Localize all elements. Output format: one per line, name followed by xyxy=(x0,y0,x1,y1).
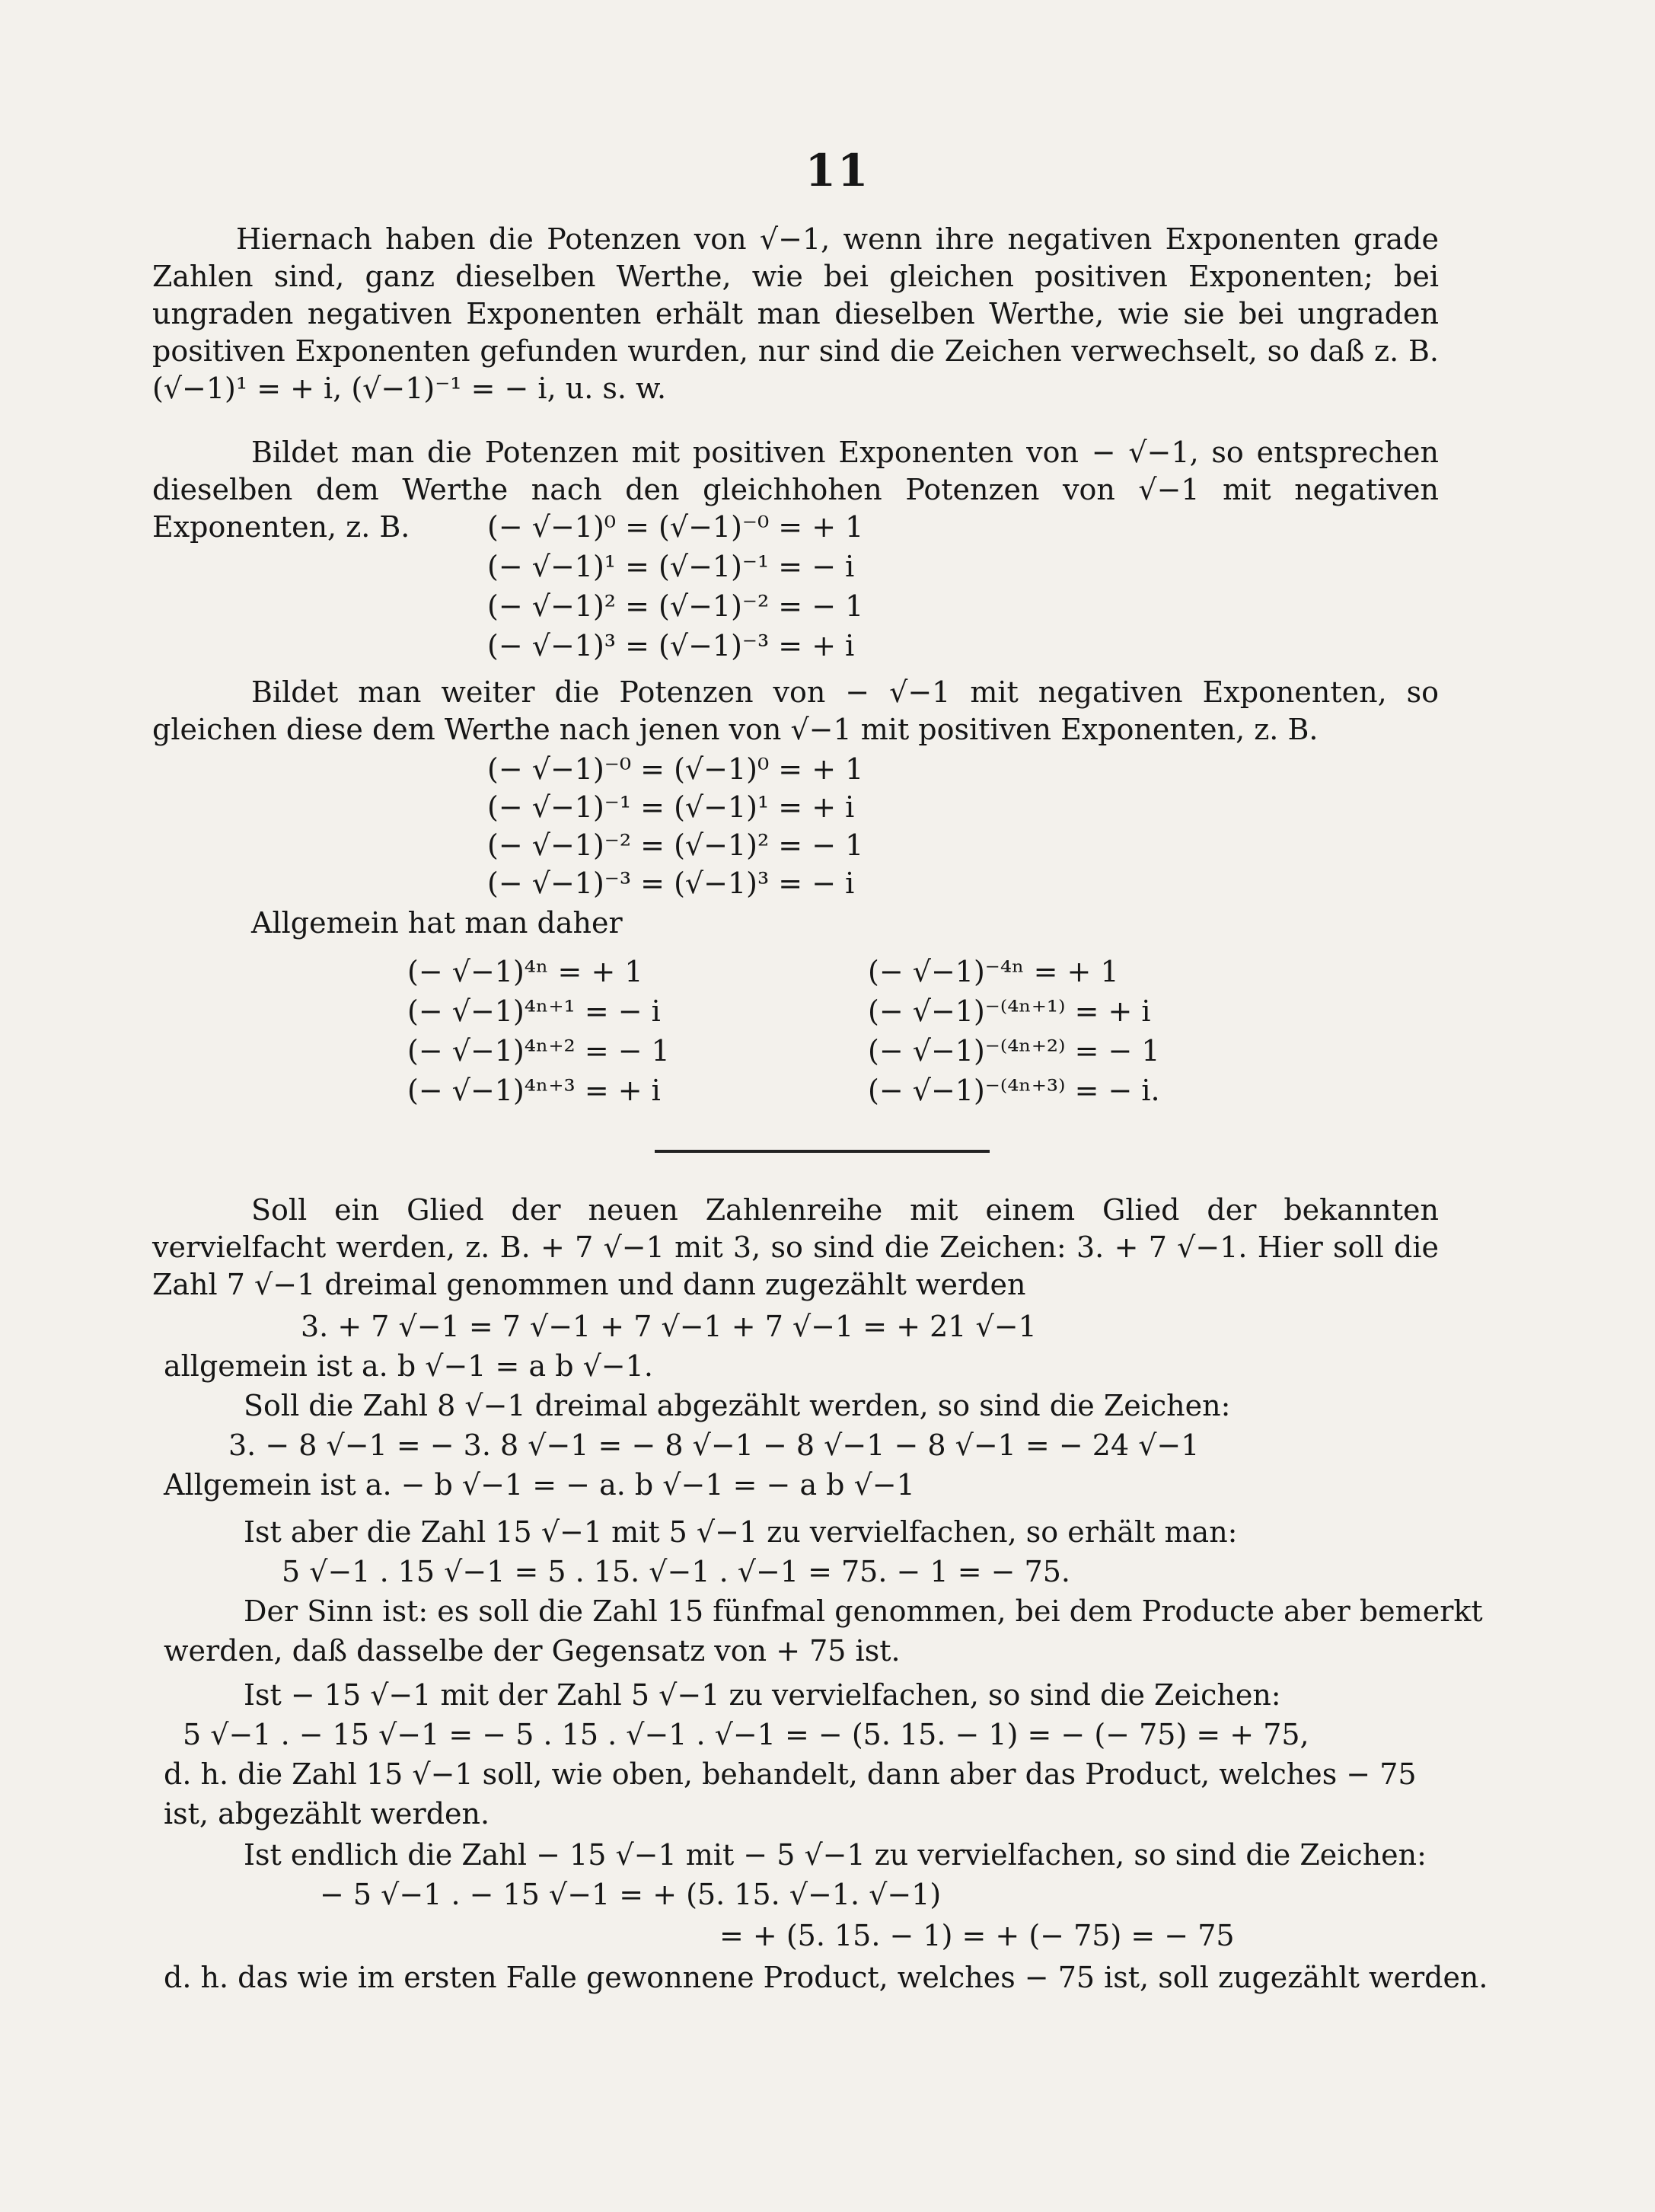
equation: (− √−1)⁴ⁿ⁺¹ = − i xyxy=(407,994,661,1028)
equation: (− √−1)⁻⁽⁴ⁿ⁺¹⁾ = + i xyxy=(868,994,1151,1028)
equation: = + (5. 15. − 1) = + (− 75) = − 75 xyxy=(719,1919,1235,1952)
equation: (− √−1)⁻³ = (√−1)³ = − i xyxy=(487,867,855,900)
general-formulas-right xyxy=(868,952,1160,1110)
section-divider xyxy=(655,1150,990,1153)
paragraph-negative-exponents: Hiernach haben die Potenzen von √−1, wenn ihre negativen Exponenten grade Zahlen sind, ganz dieselben Werthe, wie bei gleichen positiven Exponenten; bei ungraden negativen Exponenten erhält man dieselben Werthe, wie sie bei ungraden positiven Exponenten gefunden wurden, nur sind die Zeichen verwechselt, so daß z. B. (√−1)¹ = + i, (√−1)⁻¹ = − i, u. s. w. xyxy=(152,222,1439,405)
general-heading: Allgemein hat man daher xyxy=(251,906,623,940)
text-line: werden, daß dasselbe der Gegensatz von + 75 ist. xyxy=(164,1634,901,1668)
text-line: ist, abgezählt werden. xyxy=(164,1797,490,1831)
equation: (− √−1)⁰ = (√−1)⁻⁰ = + 1 xyxy=(487,510,864,544)
text-line: Allgemein ist a. − b √−1 = − a. b √−1 = − a b √−1 xyxy=(164,1468,915,1502)
paragraph-negative-of-negative: Bildet man weiter die Potenzen von − √−1 mit negativen Exponenten, so gleichen diese dem Werthe nach jenen von √−1 mit positiven Exponenten, z. B. xyxy=(152,675,1439,746)
text-line: d. h. das wie im ersten Falle gewonnene Product, welches − 75 ist, soll zugezählt werden. xyxy=(164,1961,1488,1994)
text-line: d. h. die Zahl 15 √−1 soll, wie oben, behandelt, dann aber das Product, welches − 75 xyxy=(164,1757,1417,1791)
text-line: Ist endlich die Zahl − 15 √−1 mit − 5 √−1 zu vervielfachen, so sind die Zeichen: xyxy=(244,1838,1427,1872)
paragraph-multiplication: Soll ein Glied der neuen Zahlenreihe mit einem Glied der bekannten vervielfacht werden, z. B. + 7 √−1 mit 3, so sind die Zeichen: 3. + 7 √−1. Hier soll die Zahl 7 √−1 dreimal genommen und dann zugezählt werden xyxy=(152,1193,1439,1301)
text-line: Ist aber die Zahl 15 √−1 mit 5 √−1 zu vervielfachen, so erhält man: xyxy=(244,1515,1238,1549)
equation: (− √−1)⁻² = (√−1)² = − 1 xyxy=(487,828,864,862)
paragraph-positive-exponents: Bildet man die Potenzen mit positiven Exponenten von − √−1, so entsprechen dieselben dem Werthe nach den gleichhohen Potenzen von √−1 mit negativen Exponenten, z. B. xyxy=(152,436,1439,544)
equation: (− √−1)³ = (√−1)⁻³ = + i xyxy=(487,629,855,662)
text-line: Soll die Zahl 8 √−1 dreimal abgezählt werden, so sind die Zeichen: xyxy=(244,1389,1231,1422)
equation: (− √−1)⁻⁰ = (√−1)⁰ = + 1 xyxy=(487,752,864,786)
equation: 3. − 8 √−1 = − 3. 8 √−1 = − 8 √−1 − 8 √−1 − 8 √−1 = − 24 √−1 xyxy=(228,1428,1200,1462)
equation: (− √−1)⁻⁽⁴ⁿ⁺²⁾ = − 1 xyxy=(868,1034,1160,1068)
equation: (− √−1)¹ = (√−1)⁻¹ = − i xyxy=(487,550,855,583)
equation: (− √−1)⁴ⁿ = + 1 xyxy=(407,955,643,988)
page-number: 11 xyxy=(805,145,870,196)
equation: 3. + 7 √−1 = 7 √−1 + 7 √−1 + 7 √−1 = + 21 √−1 xyxy=(301,1310,1037,1343)
equation: (− √−1)⁴ⁿ⁺³ = + i xyxy=(407,1074,661,1107)
equation: (− √−1)⁻⁽⁴ⁿ⁺³⁾ = − i. xyxy=(868,1074,1160,1107)
equation: 5 √−1 . 15 √−1 = 5 . 15. √−1 . √−1 = 75. − 1 = − 75. xyxy=(282,1555,1070,1588)
equation: (− √−1)⁻¹ = (√−1)¹ = + i xyxy=(487,790,855,824)
equation: − 5 √−1 . − 15 √−1 = + (5. 15. √−1. √−1) xyxy=(320,1878,942,1911)
text-line: allgemein ist a. b √−1 = a b √−1. xyxy=(164,1349,653,1383)
text-line: Der Sinn ist: es soll die Zahl 15 fünfmal genommen, bei dem Producte aber bemerkt xyxy=(244,1594,1483,1628)
general-formulas-left xyxy=(407,952,670,1110)
equation: (− √−1)⁴ⁿ⁺² = − 1 xyxy=(407,1034,670,1068)
equation: 5 √−1 . − 15 √−1 = − 5 . 15 . √−1 . √−1 = − (5. 15. − 1) = − (− 75) = + 75, xyxy=(183,1718,1309,1751)
equation: (− √−1)⁻⁴ⁿ = + 1 xyxy=(868,955,1119,988)
equation: (− √−1)² = (√−1)⁻² = − 1 xyxy=(487,589,864,623)
text-line: Ist − 15 √−1 mit der Zahl 5 √−1 zu vervielfachen, so sind die Zeichen: xyxy=(244,1678,1281,1712)
